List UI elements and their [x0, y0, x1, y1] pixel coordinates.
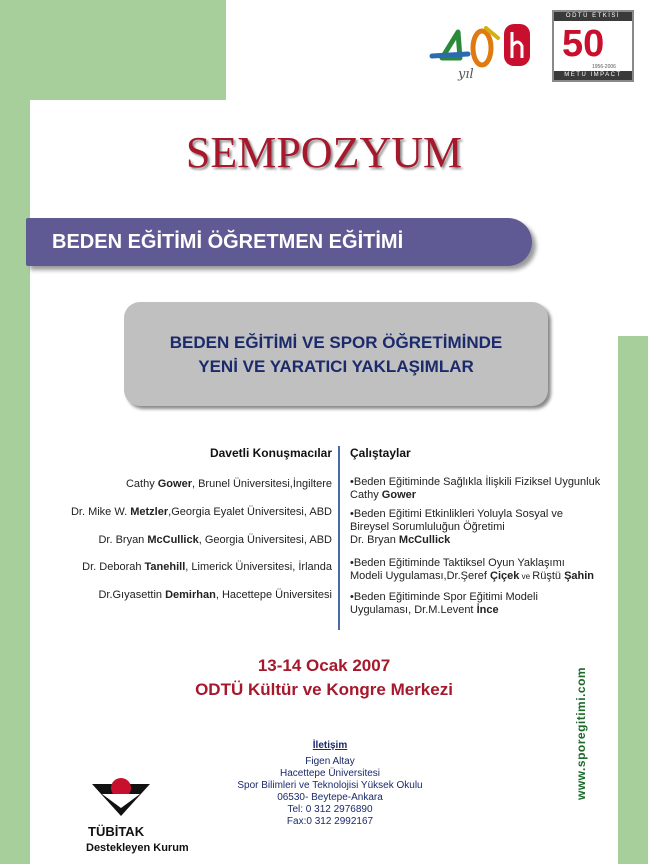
sponsor-name: TÜBİTAK	[88, 824, 145, 839]
contact-line: Fax:0 312 2992167	[286, 816, 374, 827]
contact-heading: İletişim	[312, 740, 348, 751]
tubitak-logo-icon	[88, 772, 154, 820]
contact-line: Hacettepe Üniversitesi	[279, 768, 381, 779]
event-date: 13-14 Ocak 2007	[257, 656, 391, 675]
sponsor-label: Destekleyen Kurum	[86, 842, 189, 854]
topic-line-1: BEDEN EĞİTİMİ VE SPOR ÖĞRETİMİNDE	[169, 333, 503, 352]
metu-logo-top-text: ODTÜ ETKİSİ	[554, 12, 632, 21]
contact-line: 06530- Beytepe-Ankara	[277, 792, 383, 803]
program-banner-text: BEDEN EĞİTİMİ ÖĞRETMEN EĞİTİMİ	[52, 231, 404, 253]
workshop-item: •Beden Eğitiminde Taktiksel Oyun Yaklaşımı Modeli Uygulaması,Dr.Şeref Çiçek ve Rüştü Şahin	[350, 557, 595, 582]
workshop-item: •Beden Eğitiminde Spor Eğitimi Modeli Uygulaması, Dr.M.Levent İnce	[350, 591, 538, 616]
top-green-block	[30, 0, 226, 100]
svg-text:yıl: yıl	[458, 67, 474, 82]
website-link[interactable]: www.sporegitimi.com	[574, 666, 588, 800]
page-title: SEMPOZYUM	[185, 128, 463, 177]
topic-box	[124, 302, 548, 406]
workshops-heading: Çalıştaylar	[350, 446, 411, 460]
metu-logo-number: 50	[562, 23, 605, 65]
contact-line: Figen Altay	[305, 756, 355, 767]
metu-logo-years: 1956-2006	[592, 64, 616, 70]
speakers-heading: Davetli Konuşmacılar	[209, 446, 332, 460]
speaker-item: Dr. Deborah Tanehill, Limerick Üniversitesi, İrlanda	[82, 561, 332, 573]
hacettepe-40-year-logo	[428, 18, 536, 82]
speaker-item: Cathy Gower, Brunel Üniversitesi,İngiltere	[125, 478, 332, 490]
speaker-item: Dr.Gıyasettin Demirhan, Hacettepe Üniversitesi	[98, 589, 332, 601]
topic-line-2: YENİ VE YARATICI YAKLAŞIMLAR	[198, 357, 474, 376]
event-venue: ODTÜ Kültür ve Kongre Merkezi	[195, 680, 453, 699]
contact-line: Spor Bilimleri ve Teknolojisi Yüksek Okulu	[237, 780, 423, 791]
column-divider	[338, 446, 340, 630]
metu-logo-bottom-text: METU IMPACT	[554, 71, 632, 80]
workshop-item: •Beden Eğitiminde Sağlıkla İlişkili Fiziksel Uygunluk Cathy Gower	[350, 476, 601, 501]
speaker-item: Dr. Mike W. Metzler,Georgia Eyalet Üniversitesi, ABD	[70, 506, 332, 518]
metu-50-year-logo	[552, 10, 634, 82]
workshop-item: •Beden Eğitimi Etkinlikleri Yoluyla Sosyal ve Bireysel Sorumluluğun Öğretimi Dr. Bryan McCullick	[350, 508, 563, 546]
speaker-item: Dr. Bryan McCullick, Georgia Üniversitesi, ABD	[98, 534, 332, 546]
contact-line: Tel: 0 312 2976890	[287, 804, 373, 815]
right-green-border	[618, 336, 648, 864]
